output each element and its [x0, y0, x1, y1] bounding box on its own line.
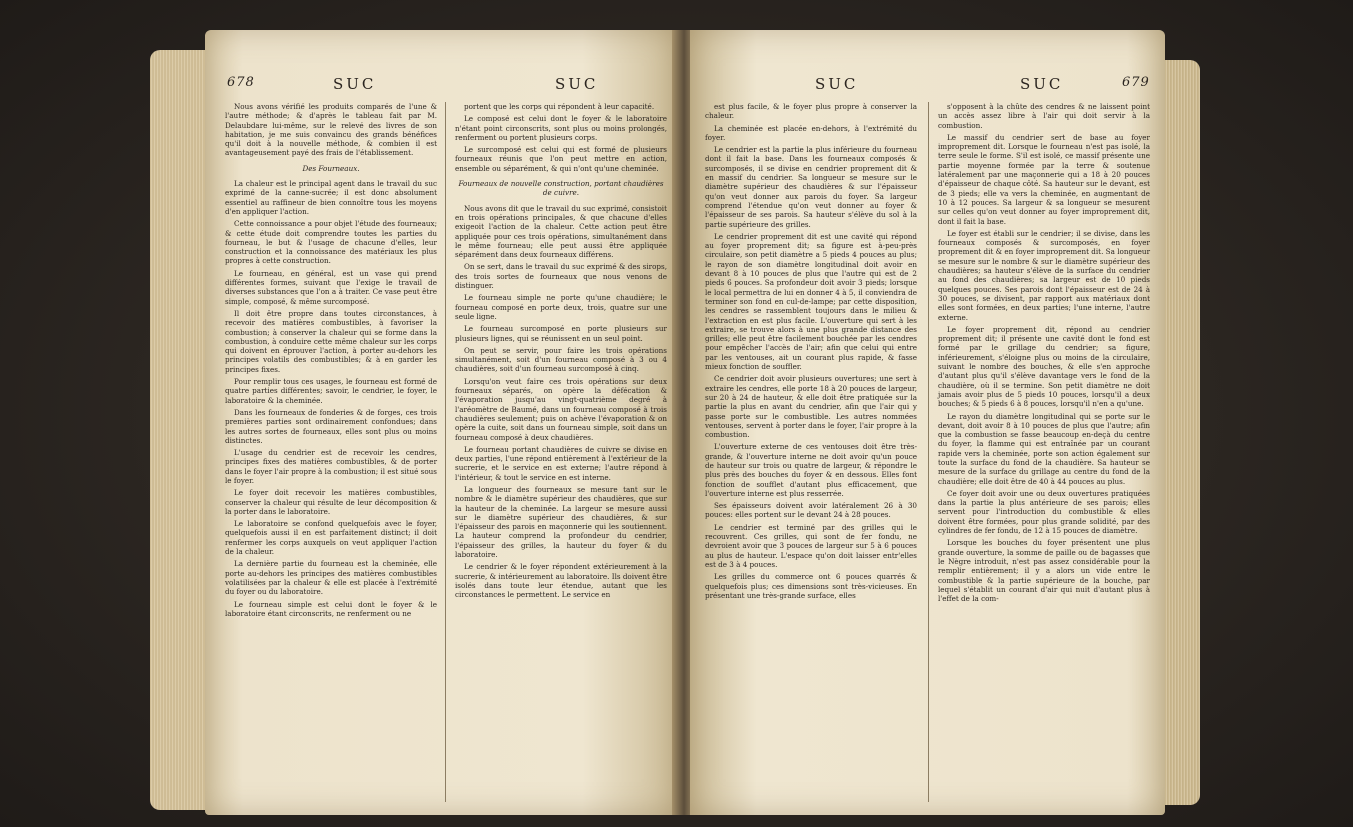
paragraph: Nous avons dit que le travail du suc exprimé, consistoit en trois opérations principales, & que chacune d'elles exigeoit l'action de la chaleur. Cette action peut être appliquée pour ces trois opérations, simultanément dans le même fourneau; elle peut aussi être appliquée séparément dans deux fourneaux différens. — [455, 203, 667, 260]
paragraph: Les grilles du commerce ont 6 pouces quarrés & quelquefois plus; ces dimensions sont très-vicieuses. En présentant une très-grande surface, elles — [705, 572, 917, 600]
paragraph: L'usage du cendrier est de recevoir les cendres, principes fixes des matières combustibles, & de porter dans le foyer l'air propre à la combustion; il est situé sous le foyer. — [225, 448, 437, 485]
paragraph: Le surcomposé est celui qui est formé de plusieurs fourneaux réunis que l'on peut mettre en action, ensemble ou séparément, & qui n'ont qu'une cheminée. — [455, 145, 667, 173]
right-column-1 — [705, 102, 917, 603]
left-column-rule — [445, 102, 446, 802]
paragraph: Ses épaisseurs doivent avoir latéralement 26 à 30 pouces: elles portent sur le devant 24 à 28 pouces. — [705, 501, 917, 520]
right-column-2 — [938, 102, 1150, 606]
paragraph: Le fourneau simple ne porte qu'une chaudière; le fourneau composé en porte deux, trois, quatre sur une seule ligne. — [455, 293, 667, 321]
paragraph: Le cendrier est la partie la plus inférieure du fourneau dont il fait la base. Dans les fourneaux composés & surcomposés, il se divise en cendrier proprement dit & en massif du cendrier. Sa longueur se mesure sur le diamètre supérieur des chaudières & sur l'épaisseur qu'on veut donner aux parois du foyer. Sa largeur comprend l'étendue qu'on veut donner au foyer & l'épaisseur de ses parois. Sa hauteur s'élève du sol à la partie supérieure des grilles. — [705, 145, 917, 229]
paragraph: Le massif du cendrier sert de base au foyer improprement dit. Lorsque le fourneau n'est pas isolé, la terre seule le forme. S'il est isolé, ce massif présente une partie moyenne formée par la terre & soutenue latéralement par une maçonnerie qui a 18 à 20 pouces d'épaisseur de chaque côté. Sa hauteur sur le devant, est de 3 pieds; elle va vers la cheminée, en augmentant de 10 à 12 pouces. Sa largeur & sa longueur se mesurent sur celles qu'on veut donner au foyer improprement dit, dont il fait la base. — [938, 132, 1150, 226]
paragraph: Le rayon du diamètre longitudinal qui se porte sur le devant, doit avoir 8 à 10 pouces de plus que l'autre; afin que la combustion se fasse beaucoup en-deçà du centre du foyer, la flamme qui est entraînée par un courant rapide vers la cheminée, porte son action également sur toute la surface du fond de la chaudière. Sa hauteur se mesure de la surface du grillage au centre du fond de la chaudière; elle doit être de 40 à 44 pouces au plus. — [938, 411, 1150, 486]
page-edges-right — [1160, 60, 1200, 805]
paragraph: Le foyer doit recevoir les matières combustibles, conserver la chaleur qui résulte de leur décomposition & la porter dans le laboratoire. — [225, 488, 437, 516]
section-heading: Des Fourneaux. — [302, 163, 360, 173]
paragraph: Le fourneau portant chaudières de cuivre se divise en deux parties, l'une répond entièrement à l'extérieur de la sucrerie, et le service en est externe; l'autre répond à l'intérieur, & tout le service en est interne. — [455, 444, 667, 482]
paragraph: Le cendrier est terminé par des grilles qui le recouvrent. Ces grilles, qui sont de fer fondu, ne devroient avoir que 3 pouces de largeur sur 5 à 6 pouces au plus de hauteur. L'espace qu'on doit laisser entr'elles est de 3 à 4 pouces. — [705, 522, 917, 569]
paragraph: Le cendrier & le foyer répondent extérieurement à la sucrerie, & intérieurement au laboratoire. Ils doivent être isolés dans toute leur étendue, autant que les circonstances le permettent. Le service en — [455, 562, 668, 600]
right-page-number: 679 — [1122, 75, 1150, 90]
paragraph: Pour remplir tous ces usages, le fourneau est formé de quatre parties différentes; savoir, le cendrier, le foyer, le laboratoire & la cheminée. — [225, 377, 437, 405]
left-head-word-2: SUC — [555, 75, 599, 93]
left-column-1 — [225, 102, 437, 621]
paragraph: Le fourneau, en général, est un vase qui prend différentes formes, suivant que l'exige le travail de diverses substances que l'on a à traiter. Ce vase peut être simple, composé, & même surcomposé. — [225, 268, 437, 306]
paragraph: Le laboratoire se confond quelquefois avec le foyer, quelquefois aussi il en est parfaitement distinct; il doit renfermer les corps auxquels on veut appliquer l'action de la chaleur. — [225, 519, 437, 557]
right-column-rule — [928, 102, 929, 802]
section-heading: Fourneaux de nouvelle construction, portant chaudières de cuivre. — [458, 179, 664, 198]
paragraph: Ce foyer doit avoir une ou deux ouvertures pratiquées dans la partie la plus antérieure de ses parois; elles servent pour l'introduction du combustible & elles doivent être formées, pour plus grande solidité, par des cylindres de fer fondu, de 12 à 15 pouces de diamètre. — [938, 488, 1150, 536]
paragraph: On peut se servir, pour faire les trois opérations simultanément, soit d'un fourneau composé à 3 ou 4 chaudières, soit d'un fourneau surcomposé à cinq. — [455, 345, 667, 374]
paragraph: est plus facile, & le foyer plus propre à conserver la chaleur. — [705, 102, 917, 121]
paragraph: Dans les fourneaux de fonderies & de forges, ces trois premières parties sont ordinairement confondues; dans les autres sortes de fourneaux, elles sont plus ou moins distinctes. — [225, 407, 437, 445]
right-page — [690, 30, 1165, 815]
paragraph: portent que les corps qui répondent à leur capacité. — [464, 102, 655, 111]
left-page-number: 678 — [227, 75, 255, 90]
left-head-word-1: SUC — [333, 75, 377, 93]
paragraph: L'ouverture externe de ces ventouses doit être très-grande, & l'ouverture interne ne doit avoir qu'un pouce de hauteur sur trois ou quatre de largeur, & répondre le plus près des bouches du foyer & en dessous. Elles font fonction de soufflet d'autant plus efficacement, que l'ouverture interne est plus resserrée. — [705, 442, 917, 498]
paragraph: La longueur des fourneaux se mesure tant sur le nombre & le diamètre supérieur des chaudières, que sur la hauteur de la cheminée. La largeur se mesure aussi sur le diamètre supérieur des chaudières, & sur l'épaisseur des parois en maçonnerie qui les soutiennent. La hauteur comprend la profondeur du cendrier, l'épaisseur des grilles, la hauteur du foyer & du laboratoire. — [455, 484, 667, 560]
paragraph: Lorsqu'on veut faire ces trois opérations sur deux fourneaux séparés, on opère la défécation & l'évaporation jusqu'au vingt-quatrième degré à l'aréomètre de Baumé, dans un fourneau composé à trois chaudières seulement; puis on achève l'évaporation & on opère la cuite, soit dans un fourneau simple, soit dans un fourneau composé à deux chaudières. — [455, 376, 667, 442]
paragraph: Lorsque les bouches du foyer présentent une plus grande ouverture, la somme de paille ou de bagasses que le Nègre introduit, n'est pas assez considérable pour la remplir entièrement; il y a alors un vide entre le combustible & la partie supérieure de la bouche, par lequel s'établit un courant d'air qui nuit d'autant plus à l'effet de la com- — [938, 538, 1150, 604]
paragraph: Le fourneau simple est celui dont le foyer & le laboratoire étant circonscrits, ne renferment ou ne — [225, 599, 437, 618]
paragraph: Cette connoissance a pour objet l'étude des fourneaux; & cette étude doit comprendre toutes les parties du fourneau, le but & l'usage de chacune d'elles, leur construction et la connoissance des matériaux les plus propres à cette construction. — [225, 219, 437, 266]
paragraph: Le cendrier proprement dit est une cavité qui répond au foyer proprement dit; sa figure est à-peu-près circulaire, son petit diamètre a 5 pieds 4 pouces au plus; le rayon de son diamètre longitudinal doit avoir en devant 8 à 10 pouces de plus que l'autre qui est de 2 pieds 6 pouces. Sa profondeur doit avoir 3 pieds; lorsque le local permettra de lui en donner 4 à 5, il conviendra de terminer son fond en cul-de-lampe; par cette disposition, les cendres se rassemblent toujours dans le milieu & l'extraction en est plus facile. L'ouverture qui sert à les extraire, se trouve alors à une plus grande distance des grilles; elle peut être facilement bouchée par les cendres pour empêcher l'accès de l'air; afin que celui qui entre par les ventouses, ait un courant plus rapide, & fasse mieux fonction de souffler. — [705, 231, 917, 372]
paragraph: Le fourneau surcomposé en porte plusieurs sur plusieurs lignes, qui se réunissent en un seul point. — [455, 324, 667, 343]
paragraph: Le foyer proprement dit, répond au cendrier proprement dit; il présente une cavité dont le fond est formé par le grillage du cendrier; sa figure, inférieurement, s'éloigne plus ou moins de la circulaire, suivant le nombre des bouches, & elle s'en approche d'autant plus qu'il s'élève davantage vers le fond de la chaudière, où il se termine. Son petit diamètre ne doit jamais avoir plus de 5 pieds 10 pouces, lorsqu'il a deux bouches; & 5 pieds 6 à 8 pouces, lorsqu'il n'en a qu'une. — [938, 324, 1150, 409]
paragraph: La cheminée est placée en-dehors, à l'extrémité du foyer. — [705, 123, 917, 142]
paragraph: On se sert, dans le travail du suc exprimé & des sirops, des trois sortes de fourneaux que nous venons de distinguer. — [455, 262, 667, 291]
paragraph: La dernière partie du fourneau est la cheminée, elle porte au-dehors les principes des matières combustibles volatilisées par la chaleur & elle est placée à l'extrémité du foyer ou du laboratoire. — [225, 559, 437, 597]
paragraph: Le composé est celui dont le foyer & le laboratoire n'étant point circonscrits, sont plus ou moins prolongés, renferment ou portent plusieurs corps. — [455, 114, 667, 142]
paragraph: La chaleur est le principal agent dans le travail du suc exprimé de la canne-sucrée; il est donc absolument essentiel au raffineur de bien connoître tous les moyens d'en appliquer l'action. — [225, 179, 437, 216]
right-head-word-1: SUC — [815, 75, 859, 93]
paragraph: Il doit être propre dans toutes circonstances, à recevoir des matières combustibles, à favoriser la combustion; à conserver la chaleur qui se forme dans la combustion, à conduire cette même chaleur sur les corps qui doivent en éprouver l'action, à porter au-dehors les principes volatils des combustibles; & à en garder les principes fixes. — [225, 308, 437, 374]
paragraph: s'opposent à la chûte des cendres & ne laissent point un accès assez libre à l'air qui doit servir à la combustion. — [938, 102, 1150, 130]
page-edges-left — [150, 50, 210, 810]
paragraph: Le foyer est établi sur le cendrier; il se divise, dans les fourneaux composés & surcomposés, en foyer proprement dit & en foyer improprement dit. Sa longueur se mesure sur le nombre & sur le diamètre supérieur des chaudières; sa hauteur s'élève de la surface du cendrier au fond des chaudières; sa largeur est de 10 pieds quelques pouces. Ses parois dont l'épaisseur est de 24 à 30 pouces, se divisent, par rapport aux matériaux dont elles sont formées, en deux parties; l'une interne, l'autre externe. — [938, 228, 1150, 322]
right-head-word-2: SUC — [1020, 75, 1064, 93]
paragraph: Nous avons vérifié les produits comparés de l'une & l'autre méthode; & d'après le tableau fait par M. Delaubdare lui-même, sur le relevé des livres de son habitation, je me suis convaincu des grands bénéfices qu'il doit à la nouvelle méthode, & combien il est avantageusement payé des frais de l'établissement. — [225, 102, 437, 158]
left-page — [205, 30, 677, 815]
paragraph: Ce cendrier doit avoir plusieurs ouvertures; une sert à extraire les cendres, elle porte 18 à 20 pouces de largeur, sur 20 à 24 de hauteur, & elle doit être pratiquée sur la partie la plus en avant du cendrier, afin que l'air qui y passe porte sur le combustible. Les autres nommées ventouses, servent à porter dans le foyer, l'air propre à la combustion. — [705, 374, 917, 440]
left-column-2 — [455, 102, 667, 603]
